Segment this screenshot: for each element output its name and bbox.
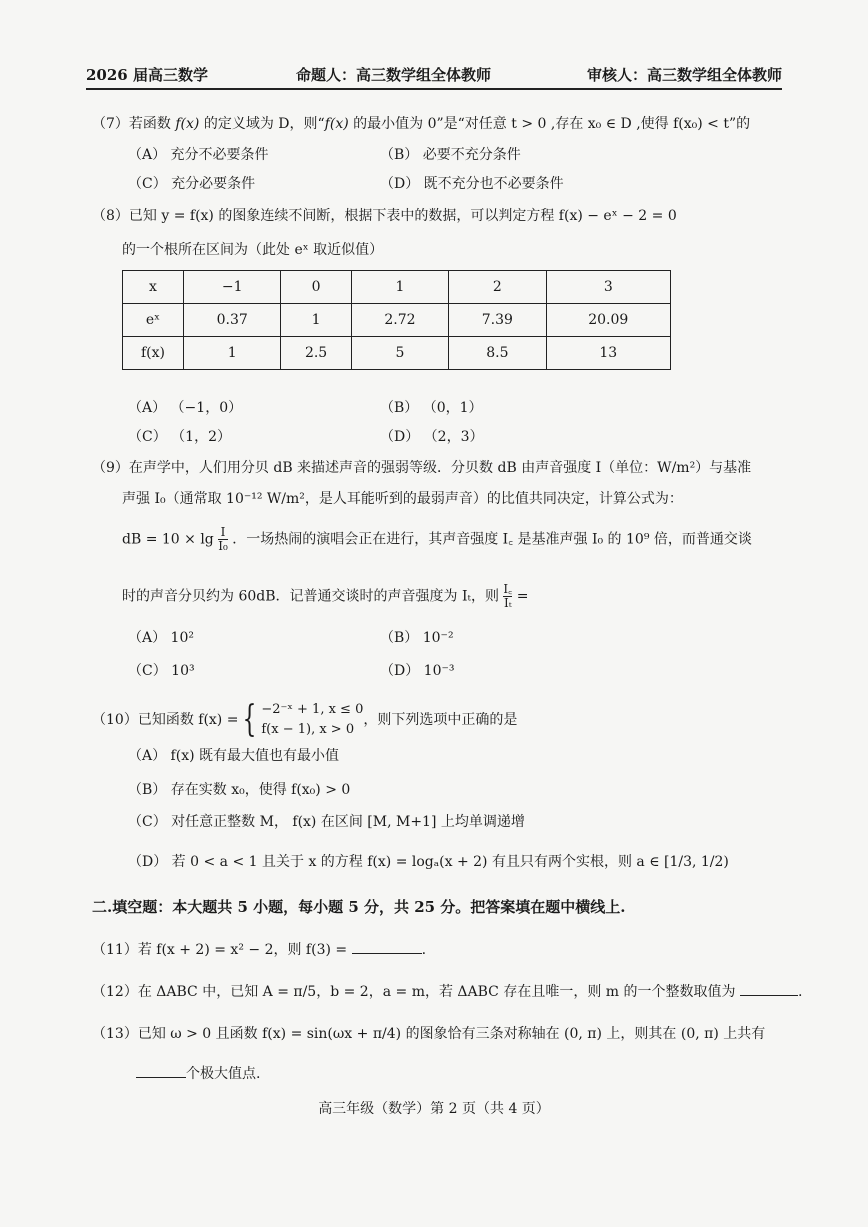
table-cell: 0.37 [184, 304, 281, 337]
table-cell: 13 [546, 337, 670, 370]
q10-option-b: （B） 存在实数 x₀，使得 f(x₀) > 0 [128, 782, 351, 798]
table-cell: 5 [351, 337, 448, 370]
q9-line3: dB = 10 × lg $\frac{I}{\text{I₀}}$ ．一场热闹的演唱会正在进行，其声音强度 I꜀ 是基准声强 I₀ 的 10⁹ 倍，而普通交谈 [122, 525, 752, 553]
q9-line4: 时的声音分贝约为 60dB．记普通交谈时的声音强度为 Iₜ，则 $\frac{I꜀}{\text{Iₜ}}$ = [122, 582, 529, 610]
q7-option-b: （B） 必要不充分条件 [380, 147, 521, 163]
q7-option-c: （C） 充分必要条件 [128, 176, 256, 192]
q8-stem-line2: 的一个根所在区间为（此处 eˣ 取近似值） [122, 242, 384, 258]
q7-option-d: （D） 既不充分也不必要条件 [380, 176, 564, 192]
header-course: 2026 届高三数学 [86, 66, 208, 84]
header-reviewer: 审核人：高三数学组全体教师 [586, 66, 782, 84]
table-row [123, 304, 671, 337]
q13-answer-blank[interactable] [136, 1077, 186, 1078]
table-cell: 2.72 [351, 304, 448, 337]
table-cell: 2 [449, 271, 546, 304]
table-cell: 8.5 [449, 337, 546, 370]
table-cell: 7.39 [449, 304, 546, 337]
q7-stem: （7）若函数 f(x) 的定义域为 D，则“f(x) 的最小值为 0”是“对任意 t > 0 ,存在 x₀ ∈ D ,使得 f(x₀) < t”的 [92, 116, 751, 132]
page-footer: 高三年级（数学）第 2 页（共 4 页） [318, 1101, 550, 1117]
table-cell: 3 [546, 271, 670, 304]
q8-option-c: （C） （1，2） [128, 429, 231, 445]
q9-option-d: （D） 10⁻³ [380, 663, 455, 679]
q13-line2: 个极大值点. [136, 1064, 260, 1084]
q8-stem: （8）已知 y = f(x) 的图象连续不间断，根据下表中的数据，可以判定方程 f(x) − eˣ − 2 = 0 [92, 208, 677, 224]
table-cell: 20.09 [546, 304, 670, 337]
q13: （13）已知 ω > 0 且函数 f(x) = sin(ωx + π/4) 的图象恰有三条对称轴在 (0, π) 上，则其在 (0, π) 上共有 [92, 1026, 766, 1042]
q10-option-c: （C） 对任意正整数 M， f(x) 在区间 [M, M+1] 上均单调递增 [128, 814, 525, 830]
q9-line1: （9）在声学中，人们用分贝 dB 来描述声音的强弱等级．分贝数 dB 由声音强度 I（单位：W/m²）与基准 [92, 460, 752, 476]
q10-stem: （10）已知函数 f(x) = { −2⁻ˣ + 1, x ≤ 0 f(x − 1), x > 0 ，则下列选项中正确的是 [92, 699, 518, 740]
table-cell: 0 [281, 271, 351, 304]
q8-option-d: （D） （2，3） [380, 429, 484, 445]
table-cell: 1 [281, 304, 351, 337]
table-cell: 2.5 [281, 337, 351, 370]
table-cell: f(x) [123, 337, 184, 370]
q10-option-d: （D） 若 0 < a < 1 且关于 x 的方程 f(x) = logₐ(x + 2) 有且只有两个实根，则 a ∈ [1/3, 1/2) [128, 854, 729, 870]
header-rule [86, 88, 782, 90]
q9-ratio: $\frac{I꜀}{\text{Iₜ}}$ [503, 582, 513, 610]
q12: （12）在 ΔABC 中，已知 A = π/5，b = 2，a = m，若 ΔABC 存在且唯一，则 m 的一个整数取值为 . [92, 984, 803, 1000]
table-row [123, 337, 671, 370]
q12-answer-blank[interactable] [740, 995, 798, 996]
table-cell: eˣ [123, 304, 184, 337]
page-header [86, 64, 782, 88]
q9-line2: 声强 I₀（通常取 10⁻¹² W/m²，是人耳能听到的最弱声音）的比值共同决定，计算公式为： [122, 491, 683, 507]
q10-option-a: （A） f(x) 既有最大值也有最小值 [128, 748, 340, 764]
q7-option-a: （A） 充分不必要条件 [128, 147, 269, 163]
table-cell: −1 [184, 271, 281, 304]
q8-option-b: （B） （0，1） [380, 400, 483, 416]
header-author: 命题人：高三数学组全体教师 [296, 66, 492, 84]
table-cell: 1 [351, 271, 448, 304]
q11: （11）若 f(x + 2) = x² − 2，则 f(3) = . [92, 942, 427, 958]
q11-answer-blank[interactable] [352, 953, 422, 954]
table-row [123, 271, 671, 304]
q9-option-b: （B） 10⁻² [380, 630, 454, 646]
table-cell: x [123, 271, 184, 304]
q8-option-a: （A） （−1，0） [128, 400, 243, 416]
section-fill-in-heading: 二.填空题：本大题共 5 小题，每小题 5 分，共 25 分。把答案填在题中横线上. [92, 898, 626, 916]
q8-data-table [122, 270, 671, 370]
q9-option-c: （C） 10³ [128, 663, 195, 679]
q9-fraction: $\frac{I}{\text{I₀}}$ [218, 525, 228, 553]
q9-option-a: （A） 10² [128, 630, 194, 646]
table-cell: 1 [184, 337, 281, 370]
